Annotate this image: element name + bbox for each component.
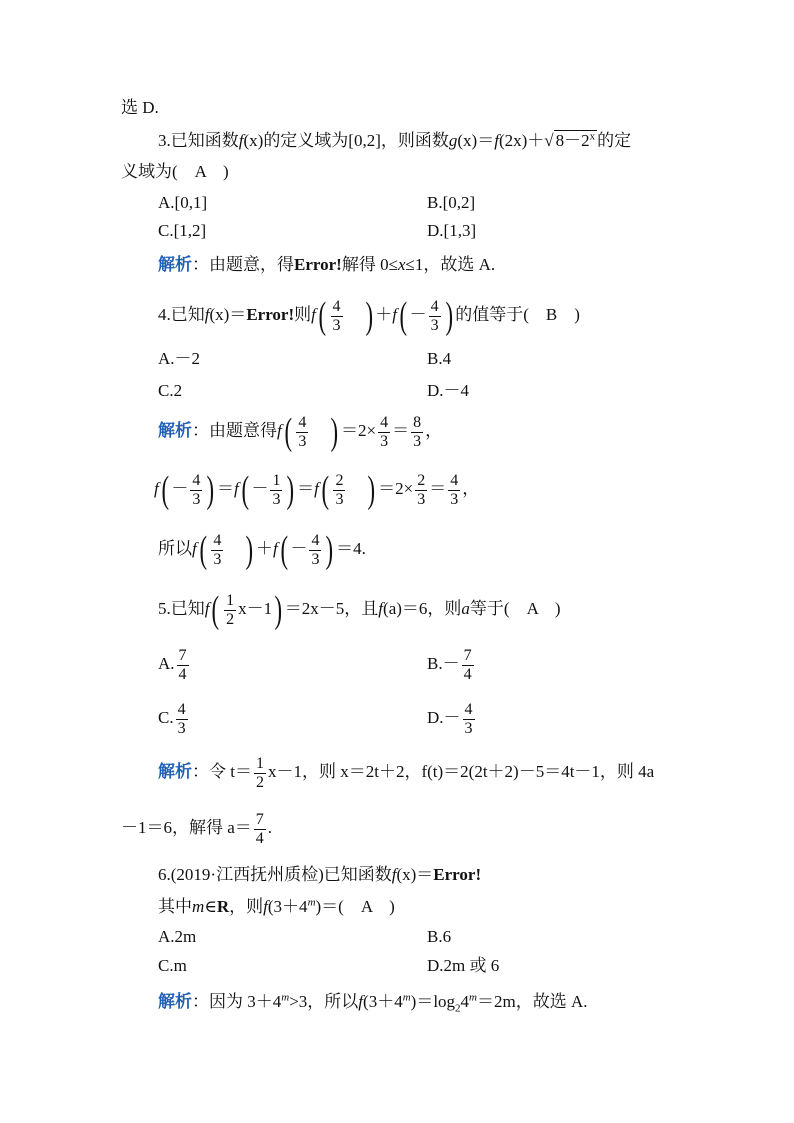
q5-analysis-line2: －1＝6，解得 a＝ $\frac{7}{4}$ . [121,810,273,847]
q4-option-b: B.4 [427,349,452,368]
q6-option-a: A.2m [158,927,197,946]
q5-option-d: D.－ $\frac{4}{3}$ [427,700,473,737]
q3-option-c: C.[1,2] [158,221,207,240]
q4-stem: 4.已知f(x)＝Error!则f( $\frac{4}{3}$ ) ＋f( － $\frac{4}{3}$ ) 的值等于( B ) [158,295,580,338]
q3-option-d: D.[1,3] [427,221,477,240]
q5-analysis-line1: 解析：令 t＝ $\frac{1}{2}$ x－1，则 x＝2t＋2，f(t)＝2(2t＋2)－5＝4t－1，则 4a [158,754,655,791]
q6-option-b: B.6 [427,927,452,946]
q3-stem-line1: 3.已知函数f(x)的定义域为[0,2]，则函数g(x)＝f(2x)＋√ $8-2^x$ 的定 [158,130,632,150]
q5-option-a: A. $\frac{7}{4}$ [158,646,187,683]
q3-analysis: 解析：由题意，得Error!解得 0≤x≤1，故选 A. [158,255,496,274]
q5-stem: 5.已知f( $\frac{1}{2}$ x－1) ＝2x－5，且f(a)＝6，则a等于( A ) [158,589,561,632]
analysis-label: 解析 [158,255,192,274]
q3-option-a: A.[0,1] [158,193,208,212]
q5-option-c: C. $\frac{4}{3}$ [158,700,186,737]
q3-stem-line2: 义域为( A ) [121,162,229,181]
q5-option-b: B.－ $\frac{7}{4}$ [427,646,472,683]
q4-analysis-line2: f( － $\frac{4}{3}$ ) ＝f( － $\frac{1}{3}$ ) ＝f( $\frac{2}{3}$ ) ＝2× $\frac{2}{3}$ ＝ $\frac{4}{3}$ ， [154,469,480,512]
q6-analysis: 解析：因为 $3+4^m>3$，所以$f(3+4^m)=\log_24^m=2m$，故选 A. [158,991,588,1015]
q6-stem-line2: 其中m∈R，则$f(3+4^m)=$( A ) [158,896,395,916]
prev-answer-tail: 选 D. [121,98,159,117]
q3-option-b: B.[0,2] [427,193,476,212]
analysis-label: 解析 [158,992,192,1011]
q4-option-c: C.2 [158,381,183,400]
q4-analysis-line1: 解析：由题意得f( $\frac{4}{3}$ ) ＝2× $\frac{4}{3}$ ＝ $\frac{8}{3}$ ， [158,411,443,454]
sqrt-expression: √ $8-2^x$ [544,130,596,150]
analysis-label: 解析 [158,762,192,781]
q4-analysis-line3: 所以f( $\frac{4}{3}$ ) ＋f( － $\frac{4}{3}$ ) ＝4. [158,529,366,572]
q6-option-d: D.2m 或 6 [427,956,500,975]
analysis-label: 解析 [158,421,192,440]
q6-stem-line1: 6.(2019·江西抚州质检)已知函数f(x)＝Error! [158,865,482,884]
q4-option-a: A.－2 [158,349,201,368]
q6-option-c: C.m [158,956,187,975]
q4-option-d: D.－4 [427,381,470,400]
